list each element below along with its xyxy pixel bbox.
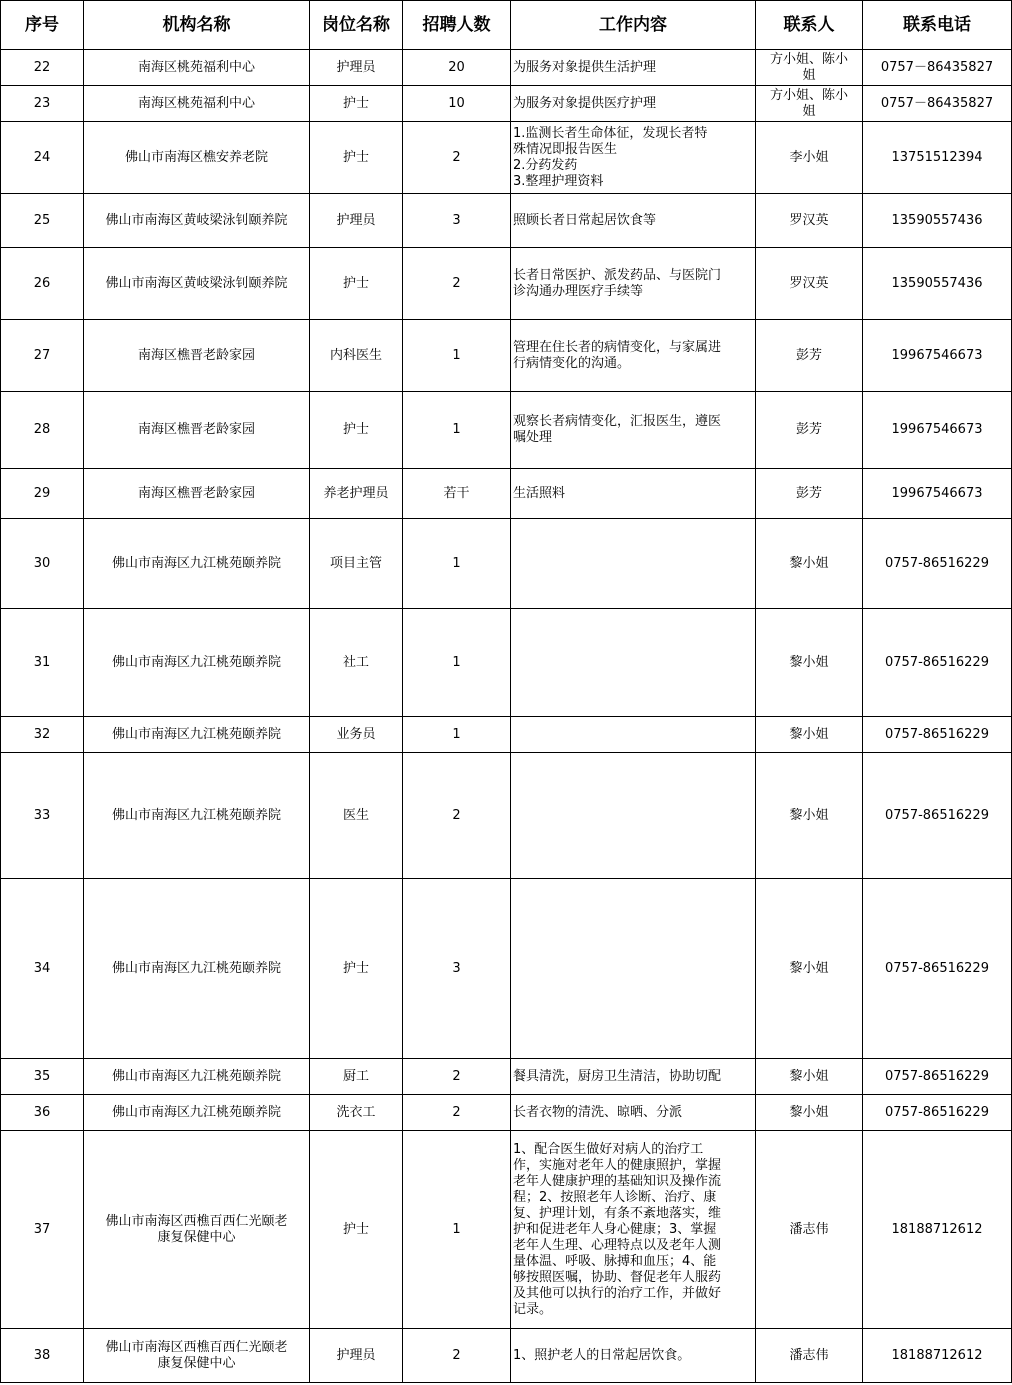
cell-org: 佛山市南海区九江桃苑颐养院 xyxy=(84,879,310,1059)
cell-no: 34 xyxy=(1,879,84,1059)
table-row xyxy=(1,1059,1012,1095)
cell-phone: 19967546673 xyxy=(863,469,1012,519)
cell-phone: 0757-86516229 xyxy=(863,879,1012,1059)
header-row xyxy=(1,1,1012,50)
cell-org: 佛山市南海区九江桃苑颐养院 xyxy=(84,753,310,879)
cell-count: 2 xyxy=(403,753,511,879)
cell-count: 10 xyxy=(403,86,511,122)
cell-no: 33 xyxy=(1,753,84,879)
cell-post: 护理员 xyxy=(310,50,403,86)
cell-count: 20 xyxy=(403,50,511,86)
cell-phone: 0757-86516229 xyxy=(863,1059,1012,1095)
cell-phone: 0757-86516229 xyxy=(863,609,1012,717)
cell-count: 1 xyxy=(403,519,511,609)
table-row xyxy=(1,753,1012,879)
cell-no: 38 xyxy=(1,1329,84,1383)
cell-post: 养老护理员 xyxy=(310,469,403,519)
cell-duty: 观察长者病情变化，汇报医生，遵医 嘱处理 xyxy=(511,392,756,469)
cell-post: 洗衣工 xyxy=(310,1095,403,1131)
table-row xyxy=(1,86,1012,122)
cell-phone: 0757-86516229 xyxy=(863,717,1012,753)
table-row xyxy=(1,248,1012,320)
cell-post: 护士 xyxy=(310,1131,403,1329)
cell-org: 南海区樵晋老龄家园 xyxy=(84,392,310,469)
cell-contact: 方小姐、陈小 姐 xyxy=(756,50,863,86)
cell-duty xyxy=(511,753,756,879)
cell-post: 护理员 xyxy=(310,194,403,248)
cell-phone: 0757－86435827 xyxy=(863,50,1012,86)
cell-duty: 照顾长者日常起居饮食等 xyxy=(511,194,756,248)
cell-count: 2 xyxy=(403,1059,511,1095)
cell-no: 31 xyxy=(1,609,84,717)
cell-org: 佛山市南海区樵安养老院 xyxy=(84,122,310,194)
cell-org: 佛山市南海区九江桃苑颐养院 xyxy=(84,609,310,717)
cell-org: 南海区桃苑福利中心 xyxy=(84,50,310,86)
cell-phone: 13590557436 xyxy=(863,194,1012,248)
cell-org: 南海区桃苑福利中心 xyxy=(84,86,310,122)
cell-org: 佛山市南海区黄岐梁泳钊颐养院 xyxy=(84,194,310,248)
cell-no: 26 xyxy=(1,248,84,320)
cell-contact: 潘志伟 xyxy=(756,1131,863,1329)
cell-post: 护士 xyxy=(310,122,403,194)
cell-no: 36 xyxy=(1,1095,84,1131)
cell-contact: 黎小姐 xyxy=(756,753,863,879)
cell-phone: 0757－86435827 xyxy=(863,86,1012,122)
table-row xyxy=(1,320,1012,392)
cell-contact: 黎小姐 xyxy=(756,879,863,1059)
cell-count: 2 xyxy=(403,248,511,320)
cell-contact: 黎小姐 xyxy=(756,1095,863,1131)
cell-post: 项目主管 xyxy=(310,519,403,609)
cell-phone: 18188712612 xyxy=(863,1329,1012,1383)
cell-phone: 13590557436 xyxy=(863,248,1012,320)
cell-phone: 18188712612 xyxy=(863,1131,1012,1329)
cell-count: 2 xyxy=(403,1095,511,1131)
cell-no: 23 xyxy=(1,86,84,122)
cell-contact: 彭芳 xyxy=(756,469,863,519)
cell-contact: 黎小姐 xyxy=(756,717,863,753)
table-row xyxy=(1,50,1012,86)
cell-no: 35 xyxy=(1,1059,84,1095)
cell-phone: 19967546673 xyxy=(863,320,1012,392)
cell-duty xyxy=(511,879,756,1059)
cell-count: 1 xyxy=(403,717,511,753)
header-contact: 联系人 xyxy=(756,1,863,50)
cell-contact: 李小姐 xyxy=(756,122,863,194)
cell-phone: 0757-86516229 xyxy=(863,753,1012,879)
cell-phone: 19967546673 xyxy=(863,392,1012,469)
cell-phone: 13751512394 xyxy=(863,122,1012,194)
cell-duty: 1、照护老人的日常起居饮食。 xyxy=(511,1329,756,1383)
cell-contact: 罗汉英 xyxy=(756,248,863,320)
cell-post: 护士 xyxy=(310,248,403,320)
cell-contact: 罗汉英 xyxy=(756,194,863,248)
cell-no: 30 xyxy=(1,519,84,609)
cell-org: 南海区樵晋老龄家园 xyxy=(84,469,310,519)
cell-duty: 长者衣物的清洗、晾晒、分派 xyxy=(511,1095,756,1131)
cell-contact: 潘志伟 xyxy=(756,1329,863,1383)
cell-post: 护士 xyxy=(310,879,403,1059)
cell-contact: 黎小姐 xyxy=(756,519,863,609)
cell-count: 2 xyxy=(403,1329,511,1383)
table-row xyxy=(1,1095,1012,1131)
cell-contact: 彭芳 xyxy=(756,320,863,392)
cell-duty: 管理在住长者的病情变化，与家属进 行病情变化的沟通。 xyxy=(511,320,756,392)
cell-duty xyxy=(511,717,756,753)
header-no: 序号 xyxy=(1,1,84,50)
cell-post: 护理员 xyxy=(310,1329,403,1383)
cell-contact: 彭芳 xyxy=(756,392,863,469)
cell-org: 佛山市南海区黄岐梁泳钊颐养院 xyxy=(84,248,310,320)
cell-duty: 1.监测长者生命体征，发现长者特 殊情况即报告医生 2.分药发药 3.整理护理资料 xyxy=(511,122,756,194)
cell-duty: 生活照料 xyxy=(511,469,756,519)
header-duty: 工作内容 xyxy=(511,1,756,50)
cell-org: 南海区樵晋老龄家园 xyxy=(84,320,310,392)
cell-count: 若干 xyxy=(403,469,511,519)
cell-post: 医生 xyxy=(310,753,403,879)
header-post: 岗位名称 xyxy=(310,1,403,50)
cell-count: 1 xyxy=(403,609,511,717)
table-row xyxy=(1,392,1012,469)
cell-post: 厨工 xyxy=(310,1059,403,1095)
cell-org: 佛山市南海区西樵百西仁光颐老 康复保健中心 xyxy=(84,1131,310,1329)
cell-org: 佛山市南海区九江桃苑颐养院 xyxy=(84,519,310,609)
cell-duty xyxy=(511,609,756,717)
cell-count: 1 xyxy=(403,320,511,392)
cell-org: 佛山市南海区九江桃苑颐养院 xyxy=(84,1059,310,1095)
cell-count: 3 xyxy=(403,194,511,248)
cell-count: 1 xyxy=(403,1131,511,1329)
cell-count: 1 xyxy=(403,392,511,469)
cell-no: 32 xyxy=(1,717,84,753)
cell-count: 2 xyxy=(403,122,511,194)
cell-no: 25 xyxy=(1,194,84,248)
cell-duty: 餐具清洗，厨房卫生清洁，协助切配 xyxy=(511,1059,756,1095)
cell-duty: 长者日常医护、派发药品、与医院门 诊沟通办理医疗手续等 xyxy=(511,248,756,320)
cell-phone: 0757-86516229 xyxy=(863,1095,1012,1131)
cell-count: 3 xyxy=(403,879,511,1059)
header-org: 机构名称 xyxy=(84,1,310,50)
header-count: 招聘人数 xyxy=(403,1,511,50)
cell-org: 佛山市南海区九江桃苑颐养院 xyxy=(84,717,310,753)
cell-org: 佛山市南海区九江桃苑颐养院 xyxy=(84,1095,310,1131)
cell-duty: 为服务对象提供生活护理 xyxy=(511,50,756,86)
cell-no: 28 xyxy=(1,392,84,469)
cell-no: 29 xyxy=(1,469,84,519)
table-row xyxy=(1,194,1012,248)
cell-no: 37 xyxy=(1,1131,84,1329)
cell-post: 内科医生 xyxy=(310,320,403,392)
cell-no: 24 xyxy=(1,122,84,194)
cell-duty xyxy=(511,519,756,609)
cell-post: 社工 xyxy=(310,609,403,717)
cell-duty: 为服务对象提供医疗护理 xyxy=(511,86,756,122)
cell-contact: 黎小姐 xyxy=(756,1059,863,1095)
header-phone: 联系电话 xyxy=(863,1,1012,50)
cell-post: 业务员 xyxy=(310,717,403,753)
cell-phone: 0757-86516229 xyxy=(863,519,1012,609)
cell-contact: 黎小姐 xyxy=(756,609,863,717)
table-row xyxy=(1,122,1012,194)
cell-org: 佛山市南海区西樵百西仁光颐老 康复保健中心 xyxy=(84,1329,310,1383)
table-row xyxy=(1,717,1012,753)
cell-no: 27 xyxy=(1,320,84,392)
table-row xyxy=(1,1131,1012,1329)
table-row xyxy=(1,879,1012,1059)
table-row xyxy=(1,1329,1012,1383)
table-row xyxy=(1,609,1012,717)
cell-post: 护士 xyxy=(310,86,403,122)
cell-contact: 方小姐、陈小 姐 xyxy=(756,86,863,122)
table-row xyxy=(1,469,1012,519)
cell-duty: 1、配合医生做好对病人的治疗工 作，实施对老年人的健康照护，掌握 老年人健康护理的基础知识及操作流 程；2、按照老年人诊断、治疗、康 复、护理计划，有条不紊地落实，维 护和促进老年人身心健康；3、掌握 老年人生理、心理特点以及老年人测 量体温、呼吸、脉搏和血压；4、能 够按照医嘱，协助、督促老年人服药 及其他可以执行的治疗工作，并做好 记录。 xyxy=(511,1131,756,1329)
table-row xyxy=(1,519,1012,609)
cell-post: 护士 xyxy=(310,392,403,469)
cell-no: 22 xyxy=(1,50,84,86)
